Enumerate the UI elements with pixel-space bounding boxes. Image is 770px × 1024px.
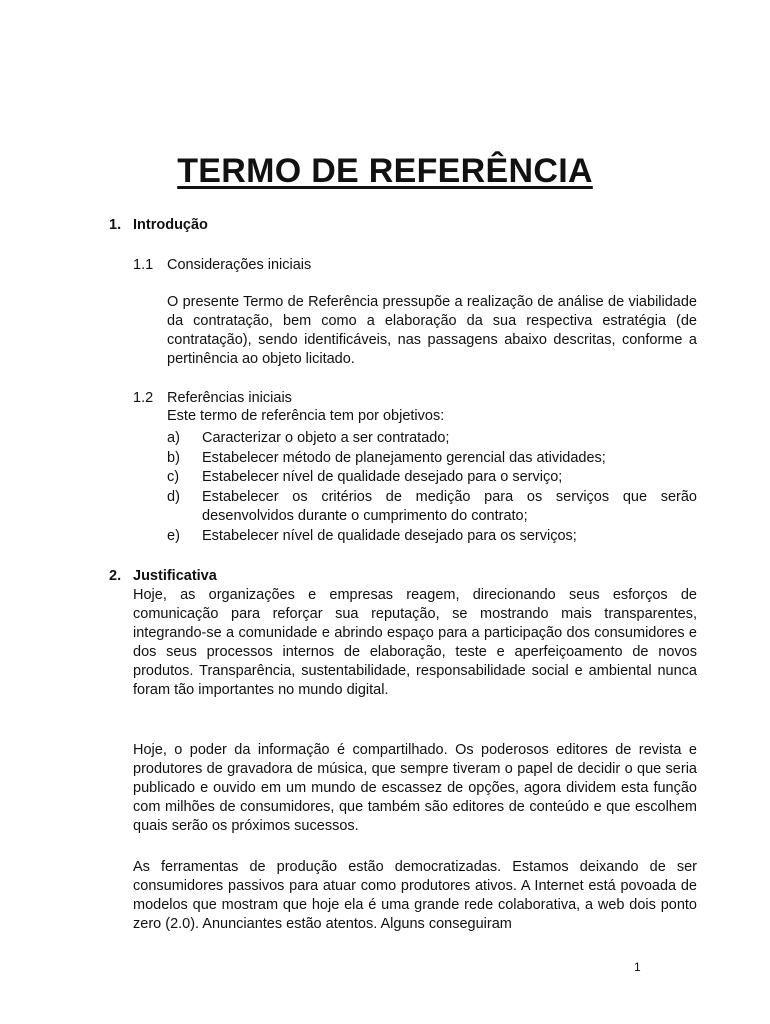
page-number: 1 <box>634 960 641 974</box>
subsection-1-2-number: 1.2 <box>133 390 154 406</box>
list-item <box>167 429 697 449</box>
list-item <box>167 488 697 527</box>
subsection-1-1-paragraph: O presente Termo de Referência pressupõe a realização de análise de viabilidade da contratação, bem como a elaboração da sua respectiva estratégia (de contratação), sendo identificáveis, nas passagens abaixo descritas, conforme a pertinência ao objeto licitado. <box>167 294 697 367</box>
list-item <box>167 527 697 547</box>
list-marker: d) <box>167 488 180 505</box>
list-item-text: Estabelecer os critérios de medição para os serviços que serão desenvolvidos durante o cumprimento do contrato; <box>202 488 697 524</box>
list-item <box>167 468 697 488</box>
subsection-1-1-heading <box>133 257 311 273</box>
justification-paragraph-1: Hoje, as organizações e empresas reagem, direcionando seus esforços de comunicação para reforçar sua reputação, se mostrando mais transparentes, integrando-se a comunidade e abrindo espaço para a participação dos consumidores e dos seus processos internos de elaboração, teste e aperfeiçoamento de novos produtos. Transparência, sustentabilidade, responsabilidade social e ambiental nunca foram tão importantes no mundo digital. <box>133 587 697 698</box>
list-item-text: Estabelecer nível de qualidade desejado para os serviços; <box>202 527 577 544</box>
objectives-list <box>167 429 697 546</box>
subsection-1-2-title: Referências iniciais <box>167 390 292 406</box>
list-item <box>167 449 697 469</box>
subsection-1-1-number: 1.1 <box>133 257 154 273</box>
section-1-heading <box>109 217 208 233</box>
subsection-1-2-heading <box>133 390 292 406</box>
list-item-text: Estabelecer nível de qualidade desejado para o serviço; <box>202 469 563 485</box>
list-marker: b) <box>167 449 180 466</box>
list-marker: c) <box>167 469 180 485</box>
document-title: TERMO DE REFERÊNCIA <box>177 152 593 190</box>
list-marker: a) <box>167 430 180 446</box>
section-1-number: 1. <box>109 217 122 233</box>
section-2-number: 2. <box>109 568 122 584</box>
list-marker: e) <box>167 527 180 544</box>
list-item-text: Estabelecer método de planejamento gerencial das atividades; <box>202 449 606 466</box>
section-2-title: Justificativa <box>133 568 217 584</box>
subsection-1-1-title: Considerações iniciais <box>167 257 312 273</box>
list-item-text: Caracterizar o objeto a ser contratado; <box>202 430 450 446</box>
justification-paragraph-3: As ferramentas de produção estão democratizadas. Estamos deixando de ser consumidores passivos para atuar como produtores ativos. A Internet está povoada de modelos que mostram que hoje ela é uma grande rede colaborativa, a web dois ponto zero (2.0). Anunciantes estão atentos. Alguns conseguiram <box>133 859 697 932</box>
objectives-intro: Este termo de referência tem por objetivos: <box>167 408 445 424</box>
section-1-title: Introdução <box>133 217 208 233</box>
section-2-heading <box>109 568 217 584</box>
justification-paragraph-2: Hoje, o poder da informação é compartilhado. Os poderosos editores de revista e produtores de gravadora de música, que sempre tiveram o papel de decidir o que seria publicado e ouvido em um mundo de escassez de opções, agora dividem esta função com milhões de consumidores, que também são editores de conteúdo e que escolhem quais serão os próximos sucessos. <box>133 742 697 834</box>
